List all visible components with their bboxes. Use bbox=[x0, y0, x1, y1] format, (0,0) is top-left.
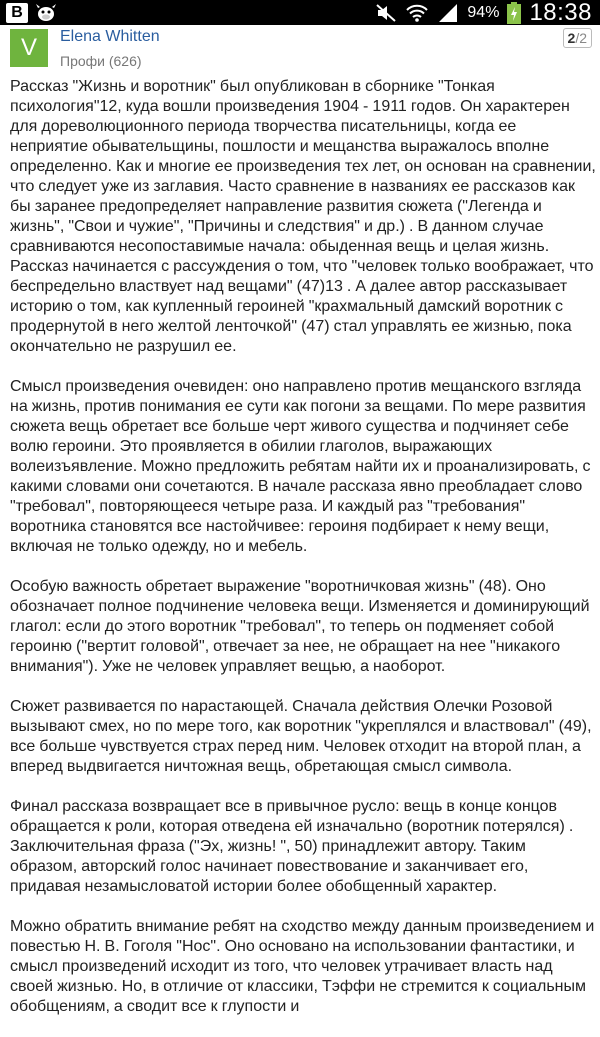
avatar[interactable]: V bbox=[10, 29, 48, 67]
mute-icon bbox=[375, 3, 397, 23]
paragraph: Сюжет развивается по нарастающей. Сначала действия Олечки Розовой вызывают смех, но по мере того, как воротник "укреплялся и властвовал" (49), все больше чувствуется страх перед ним. Человек отходит на второй план, а вперед выдвигается ничтожная вещь, обретающая смысл символа. bbox=[10, 698, 592, 775]
paragraph: Можно обратить внимание ребят на сходство между данным произведением и повестью Н. В. Гоголя "Нос". Оно основано на использовании фантастики, и смысл произведений исходит из того, что человек утрачивает власть над своей жизнью. Но, в отличие от классики, Тэффи не стремится к социальным обобщениям, а сводит все к глупости и bbox=[10, 918, 595, 1015]
paragraph: Смысл произведения очевиден: оно направлено против мещанского взгляда на жизнь, против понимания ее сути как погони за вещами. По мере развития сюжета вещь обретает все больше черт живого существа и подчиняет себе волю героини. Это проявляется в обилии глаголов, выражающих волеизъявление. Можно предложить ребятам найти их и проанализировать, с какими словами они сочетаются. В начале рассказа явно преобладает слово "требовал", повторяющееся четыре раза. И каждый раз "требования" воротника становятся все настойчивее: героиня подбирает к нему вещи, включая не только одежду, но и мебель. bbox=[10, 378, 591, 555]
wifi-icon bbox=[405, 3, 429, 23]
status-bar bbox=[0, 0, 600, 25]
page-separator: / bbox=[575, 30, 580, 46]
cow-notification-icon bbox=[34, 3, 58, 23]
battery-percent: 94% bbox=[467, 3, 500, 21]
paragraph: Рассказ "Жизнь и воротник" был опубликован в сборнике "Тонкая психология"12, куда вошли произведения 1904 - 1911 годов. Он характерен для дореволюционного периода творчества писательницы, когда ее неприятие обывательщины, пошлости и мещанства выражалось вполне определенно. Как и многие ее произведения тех лет, он основан на сравнении, что следует уже из заглавия. Часто сравнение в названиях ее рассказов как бы заранее предопределяет направление развития сюжета ("Легенда и жизнь", "Свои и чужие", "Причины и следствия" и др.) . В данном случае сравниваются несопоставимые начала: обыденная вещь и целая жизнь. Рассказ начинается с рассуждения о том, что "человек только воображает, что беспредельно властвует над вещами" (47)13 . А далее автор рассказывает историю о том, как купленный героиней "крахмальный дамский воротник с продернутой в него желтой ленточкой" (47) стал управлять ее жизнью, пока окончательно не разрушил ее. bbox=[10, 78, 596, 355]
page-total: 2 bbox=[579, 30, 587, 46]
vk-app-icon: В bbox=[6, 3, 28, 23]
clock: 18:38 bbox=[529, 0, 592, 26]
author-rank: Профи (626) bbox=[60, 53, 142, 69]
paragraph: Особую важность обретает выражение "воротничковая жизнь" (48). Оно обозначает полное подчинение человека вещи. Изменяется и доминирующий глагол: если до этого воротник "требовал", то теперь он подменяет собой героиню ("вертит головой", отвечает за нее, не обращает на нее "никакого внимания"). Уже не человек управляет вещью, а наоборот. bbox=[10, 578, 590, 675]
signal-icon bbox=[437, 3, 459, 23]
author-name-link[interactable]: Elena Whitten bbox=[60, 28, 160, 45]
battery-charging-icon bbox=[507, 2, 521, 24]
answer-header bbox=[0, 25, 600, 75]
page-current: 2 bbox=[567, 30, 576, 46]
answer-body bbox=[10, 77, 596, 1037]
paragraph: Финал рассказа возвращает все в привычное русло: вещь в конце концов обращается к роли, которая отведена ей изначально (воротник потерялся) . Заключительная фраза ("Эх, жизнь! ", 50) принадлежит автору. Таким образом, авторский голос начинает повествование и заканчивает его, придавая незамысловатой истории более обобщенный характер. bbox=[10, 798, 574, 895]
page-counter[interactable] bbox=[563, 28, 592, 48]
